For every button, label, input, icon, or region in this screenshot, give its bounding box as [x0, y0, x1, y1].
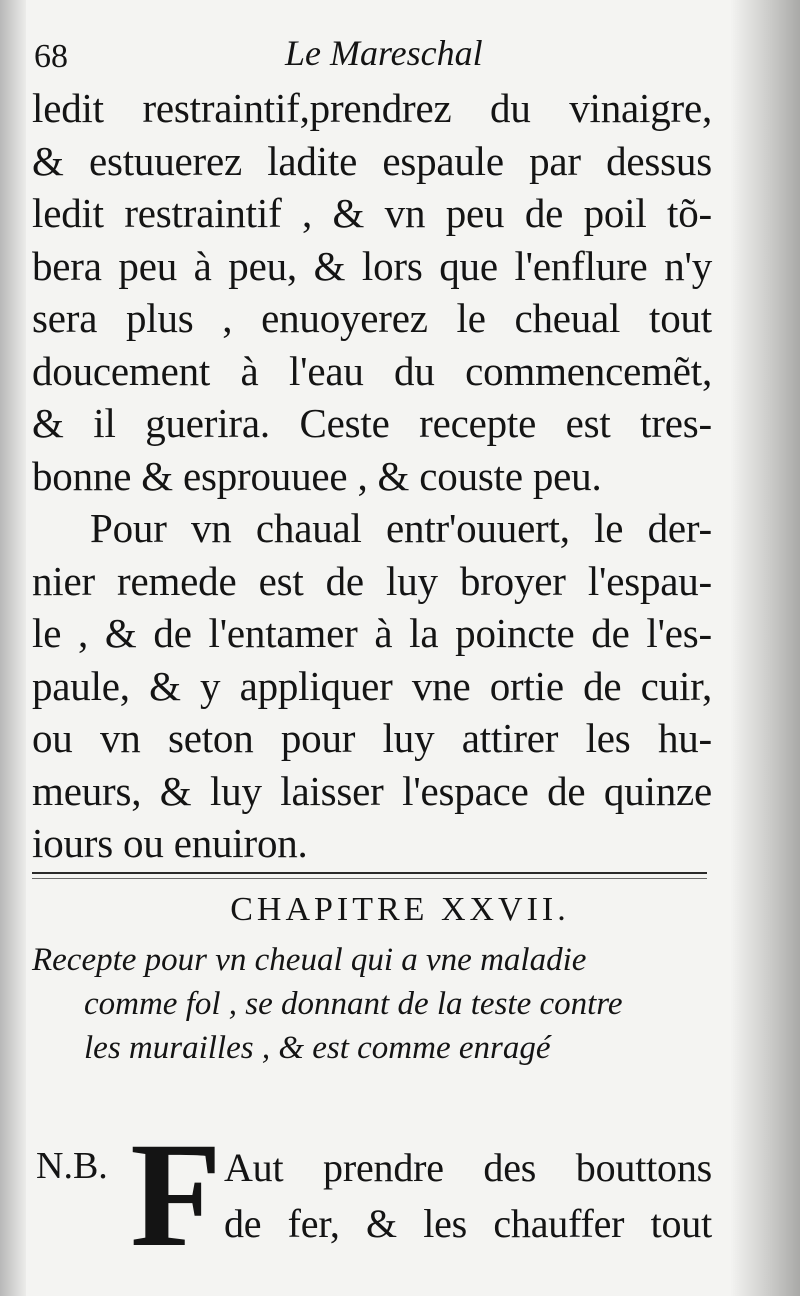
text-line: & estuuerez ladite espaule par dessus	[32, 137, 712, 184]
body-text	[32, 82, 712, 870]
text-line: doucement à l'eau du commencemẽt,	[32, 347, 712, 394]
text-line: ledit restraintif , & vn peu de poil tõ-	[32, 190, 712, 236]
text-line: Aut prendre des bouttons	[224, 1145, 712, 1190]
text-line: Pour vn chaual entr'ouuert, le der-	[90, 505, 712, 551]
nota-bene-mark: N.B.	[36, 1145, 108, 1187]
text-line: sera plus , enuoyerez le cheual tout	[32, 295, 712, 341]
page-number: 68	[34, 38, 68, 75]
text-line: & il guerira. Ceste recepte est tres-	[32, 400, 712, 446]
text-line: le , & de l'entamer à la poincte de l'es-	[32, 610, 712, 656]
text-line: meurs, & luy laisser l'espace de quinze	[32, 767, 712, 814]
running-title: Le Mareschal	[285, 33, 483, 73]
chapter-title-line: Recepte pour vn cheual qui a vne maladie	[32, 942, 587, 978]
text-line: paule, & y appliquer vne ortie de cuir,	[32, 662, 712, 709]
text-line: bonne & esprouuee , & couste peu.	[32, 452, 602, 499]
text-line: de fer, & les chauffer tout	[224, 1201, 712, 1246]
page-header	[30, 30, 720, 80]
text-line: ou vn seton pour luy attirer les hu-	[32, 715, 712, 761]
section-divider	[32, 872, 707, 874]
text-line: nier remede est de luy broyer l'espau-	[32, 557, 712, 604]
page-edge-shadow	[730, 0, 800, 1296]
chapter-title	[32, 938, 722, 1070]
chapter-opening-text	[224, 1140, 712, 1252]
section-divider-thin	[32, 878, 707, 879]
binding-shadow	[0, 0, 26, 1296]
chapter-title-line: comme fol , se donnant de la teste contre	[84, 986, 623, 1022]
text-line: iours ou enuiron.	[32, 820, 308, 866]
text-line: ledit restraintif,prendrez du vinaigre,	[32, 85, 712, 131]
drop-cap: F	[130, 1112, 222, 1278]
text-line: bera peu à peu, & lors que l'enflure n'y	[32, 242, 712, 289]
chapter-title-line: les murailles , & est comme enragé	[84, 1030, 551, 1066]
chapter-heading: CHAPITRE XXVII.	[230, 891, 570, 928]
